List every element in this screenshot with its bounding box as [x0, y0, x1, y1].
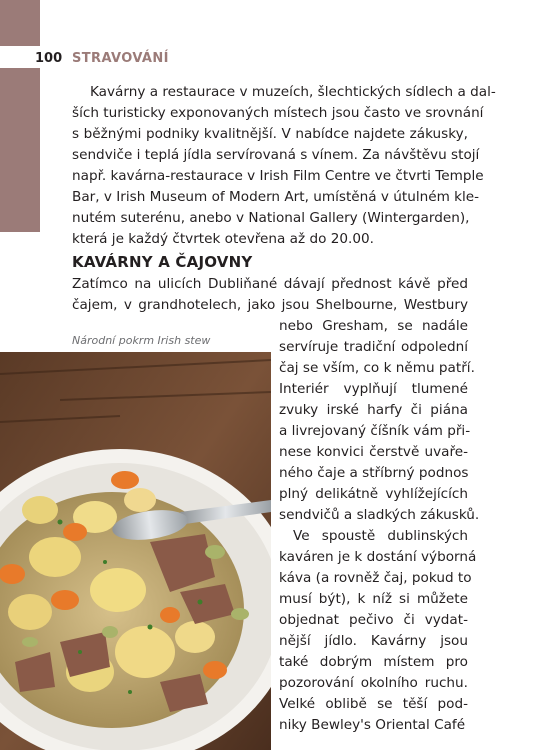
- text-line: plný delikátně vyhlížejících: [279, 486, 468, 502]
- text-line: čaj se vším, co k němu patří.: [279, 360, 475, 376]
- photo-caption: Národní pokrm Irish stew: [72, 334, 211, 347]
- text-line: ného čaje a stříbrný podnos: [279, 465, 469, 481]
- text-line: nější jídlo. Kavárny jsou: [279, 633, 468, 649]
- text-line: zvuky irské harfy či piána: [279, 402, 468, 418]
- text-line: Kavárny a restaurace v muzeích, šlechtických sídlech a dal-: [90, 84, 496, 100]
- section-title: STRAVOVÁNÍ: [72, 51, 169, 66]
- text-line: Interiér vyplňují tlumené: [279, 381, 468, 397]
- irish-stew-photo: [0, 352, 271, 750]
- intro-paragraph: [72, 82, 496, 250]
- text-line: Bar, v Irish Museum of Modern Art, umístěná v útulném kle-: [72, 189, 480, 205]
- text-line: sendvičů a sladkých zákusků.: [279, 507, 480, 523]
- text-line: musí být), k níž si můžete: [279, 591, 468, 607]
- top-color-tab: [0, 0, 40, 46]
- text-line: objednat pečivo či vydat-: [279, 612, 468, 628]
- text-line: nutém suterénu, anebo v National Gallery (Wintergarden),: [72, 210, 470, 226]
- text-line: která je každý čtvrtek otevřena až do 20.00.: [72, 231, 374, 247]
- text-line: kaváren je k dostání výborná: [279, 549, 477, 565]
- page-number: 100: [35, 51, 63, 66]
- text-line: nebo Gresham, se nadále: [279, 318, 468, 334]
- text-line: niky Bewley's Oriental Café: [279, 717, 466, 733]
- text-line: sendviče i teplá jídla servírovaná s vínem. Za návštěvu stojí: [72, 147, 480, 163]
- section-heading: KAVÁRNY A ČAJOVNY: [72, 253, 253, 271]
- cafe-text-column: [279, 316, 480, 736]
- text-line: ších turisticky exponovaných místech jsou často ve srovnání: [72, 105, 484, 121]
- text-line: a livrejovaný číšník vám při-: [279, 423, 471, 439]
- text-line: pozorování okolního ruchu.: [279, 675, 468, 691]
- text-line: s běžnými podniky kvalitnější. V nabídce najdete zákusky,: [72, 126, 468, 142]
- text-line: Velké oblibě se těší pod-: [279, 696, 468, 712]
- text-line: káva (a rovněž čaj, pokud to: [279, 570, 472, 586]
- text-line: např. kavárna-restaurace v Irish Film Centre ve čtvrti Temple: [72, 168, 484, 184]
- text-line: Zatímco na ulicích Dubliňané dávají přednost kávě před: [72, 276, 468, 292]
- side-color-tab: [0, 68, 40, 232]
- cafe-paragraph-top: [72, 274, 468, 316]
- text-line: nese konvici čerstvě uvaře-: [279, 444, 468, 460]
- text-line: servíruje tradiční odpolední: [279, 339, 468, 355]
- text-line: také dobrým místem pro: [279, 654, 468, 670]
- text-line: Ve spoustě dublinských: [293, 528, 468, 544]
- text-line: čajem, v grandhotelech, jako jsou Shelbourne, Westbury: [72, 297, 468, 313]
